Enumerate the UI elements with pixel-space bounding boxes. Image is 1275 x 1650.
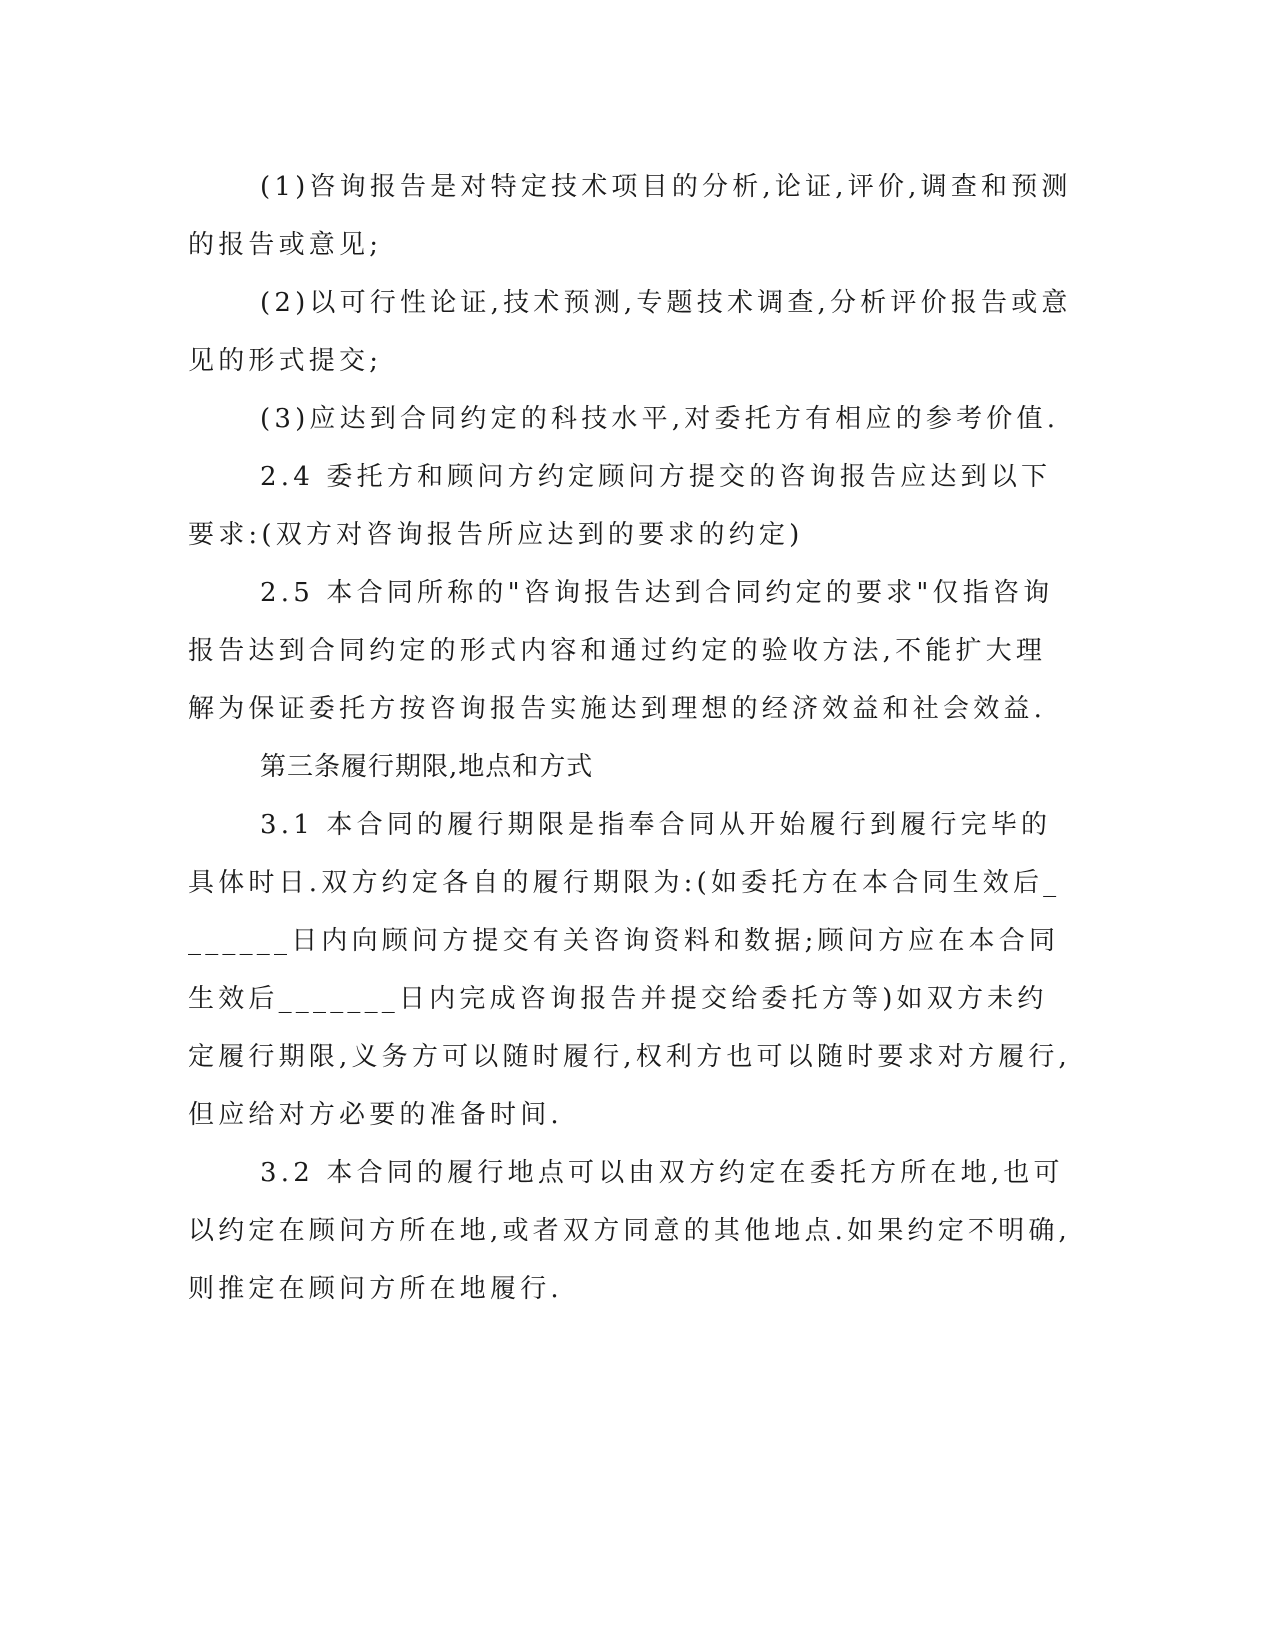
paragraph-item-1: (1)咨询报告是对特定技术项目的分析,论证,评价,调查和预测的报告或意见; <box>188 172 1072 260</box>
paragraph-item-3: (3)应达到合同约定的科技水平,对委托方有相应的参考价值. <box>260 404 1060 434</box>
paragraph-2-5: 2.5 本合同所称的"咨询报告达到合同约定的要求"仅指咨询报告达到合同约定的形式内容和通过约定的验收方法,不能扩大理解为保证委托方按咨询报告实施达到理想的经济效益和社会效益. <box>188 578 1054 724</box>
paragraph-3-1: 3.1 本合同的履行期限是指奉合同从开始履行到履行完毕的具体时日.双方约定各自的履行期限为:(如委托方在本合同生效后_______日内向顾问方提交有关咨询资料和数据;顾问方应在本合同生效后_______日内完成咨询报告并提交给委托方等)如双方未约定履行期限,义务方可以随时履行,权利方也可以随时要求对方履行,但应给对方必要的准备时间. <box>188 810 1071 1130</box>
paragraph-item-2: (2)以可行性论证,技术预测,专题技术调查,分析评价报告或意见的形式提交; <box>188 288 1072 376</box>
document-body <box>188 158 1073 1318</box>
paragraph-3-2: 3.2 本合同的履行地点可以由双方约定在委托方所在地,也可以约定在顾问方所在地,或者双方同意的其他地点.如果约定不明确,则推定在顾问方所在地履行. <box>188 1158 1071 1304</box>
paragraph-2-4: 2.4 委托方和顾问方约定顾问方提交的咨询报告应达到以下要求:(双方对咨询报告所应达到的要求的约定) <box>188 462 1052 550</box>
section-heading-article-3: 第三条履行期限,地点和方式 <box>260 752 594 782</box>
